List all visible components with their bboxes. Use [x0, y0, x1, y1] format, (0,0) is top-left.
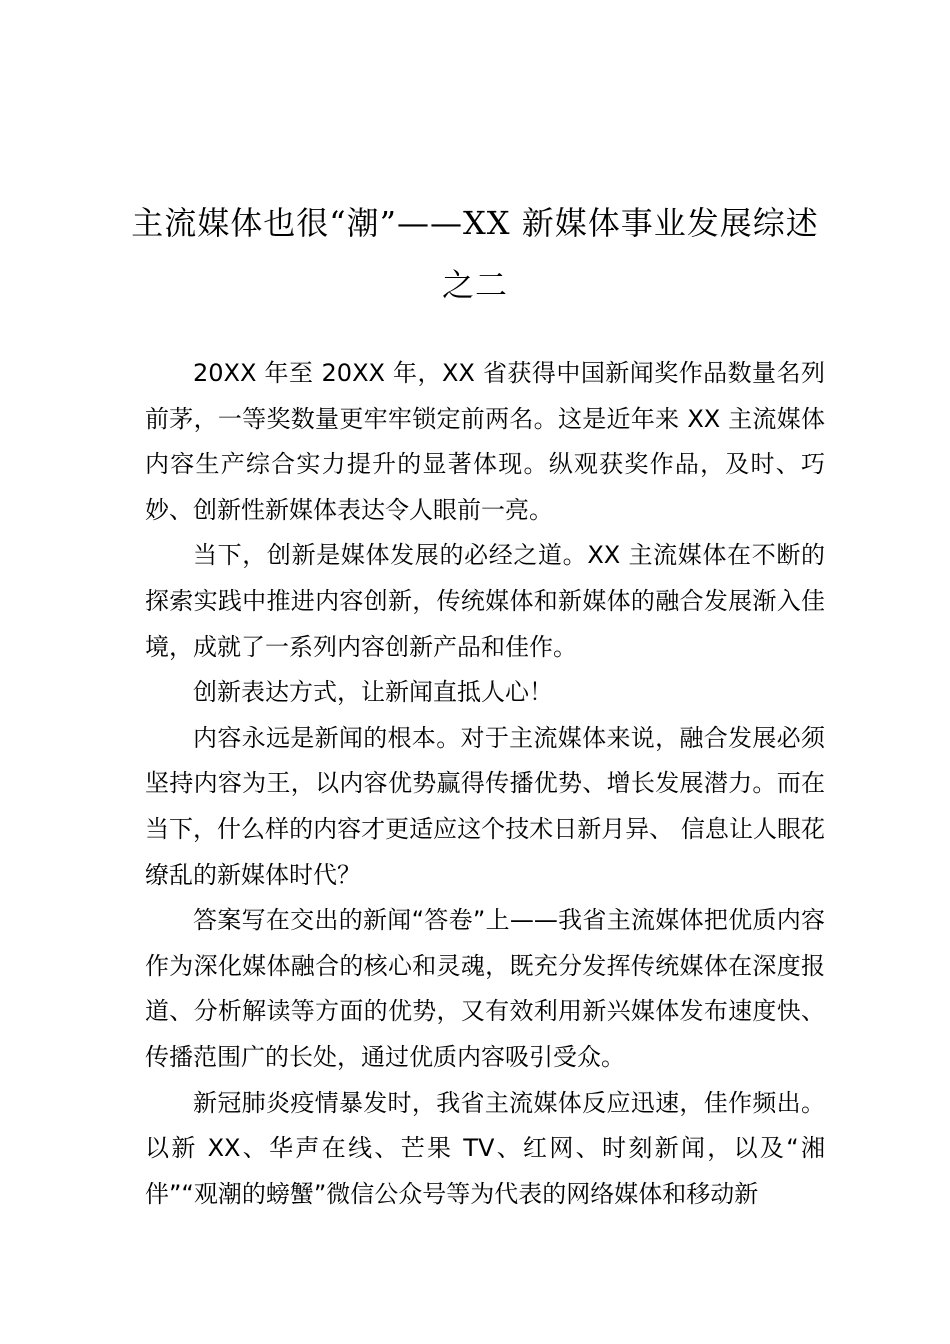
paragraph: 答案写在交出的新闻“答卷”上——我省主流媒体把优质内容作为深化媒体融合的核心和灵魂，既充分发挥传统媒体在深度报道、分析解读等方面的优势，又有效利用新兴媒体发布速度快、传播范围广的长处，通过优质内容吸引受众。 — [145, 906, 825, 1071]
paragraph: 新冠肺炎疫情暴发时，我省主流媒体反应迅速，佳作频出。以新 XX、华声在线、芒果 TV、红网、时刻新闻，以及“湘伴”“观潮的螃蟹”微信公众号等为代表的网络媒体和移动新 — [145, 1088, 825, 1208]
paragraph: 当下，创新是媒体发展的必经之道。XX 主流媒体在不断的探索实践中推进内容创新，传统媒体和新媒体的融合发展渐入佳境，成就了一系列内容创新产品和佳作。 — [145, 541, 825, 661]
paragraph: 20XX 年至 20XX 年，XX 省获得中国新闻奖作品数量名列前茅，一等奖数量更牢牢锁定前两名。这是近年来 XX 主流媒体内容生产综合实力提升的显著体现。纵观获奖作品，及时、巧妙、创新性新媒体表达令人眼前一亮。 — [145, 359, 825, 524]
paragraph: 内容永远是新闻的根本。对于主流媒体来说，融合发展必须坚持内容为王，以内容优势赢得传播优势、增长发展潜力。而在当下，什么样的内容才更适应这个技术日新月异、 信息让人眼花缭乱的新媒体时代？ — [145, 723, 825, 889]
section-heading: 创新表达方式，让新闻直抵人心！ — [193, 678, 553, 707]
document-body — [145, 351, 825, 1217]
document-title: 主流媒体也很“潮”——XX 新媒体事业发展综述之二 — [131, 204, 819, 304]
